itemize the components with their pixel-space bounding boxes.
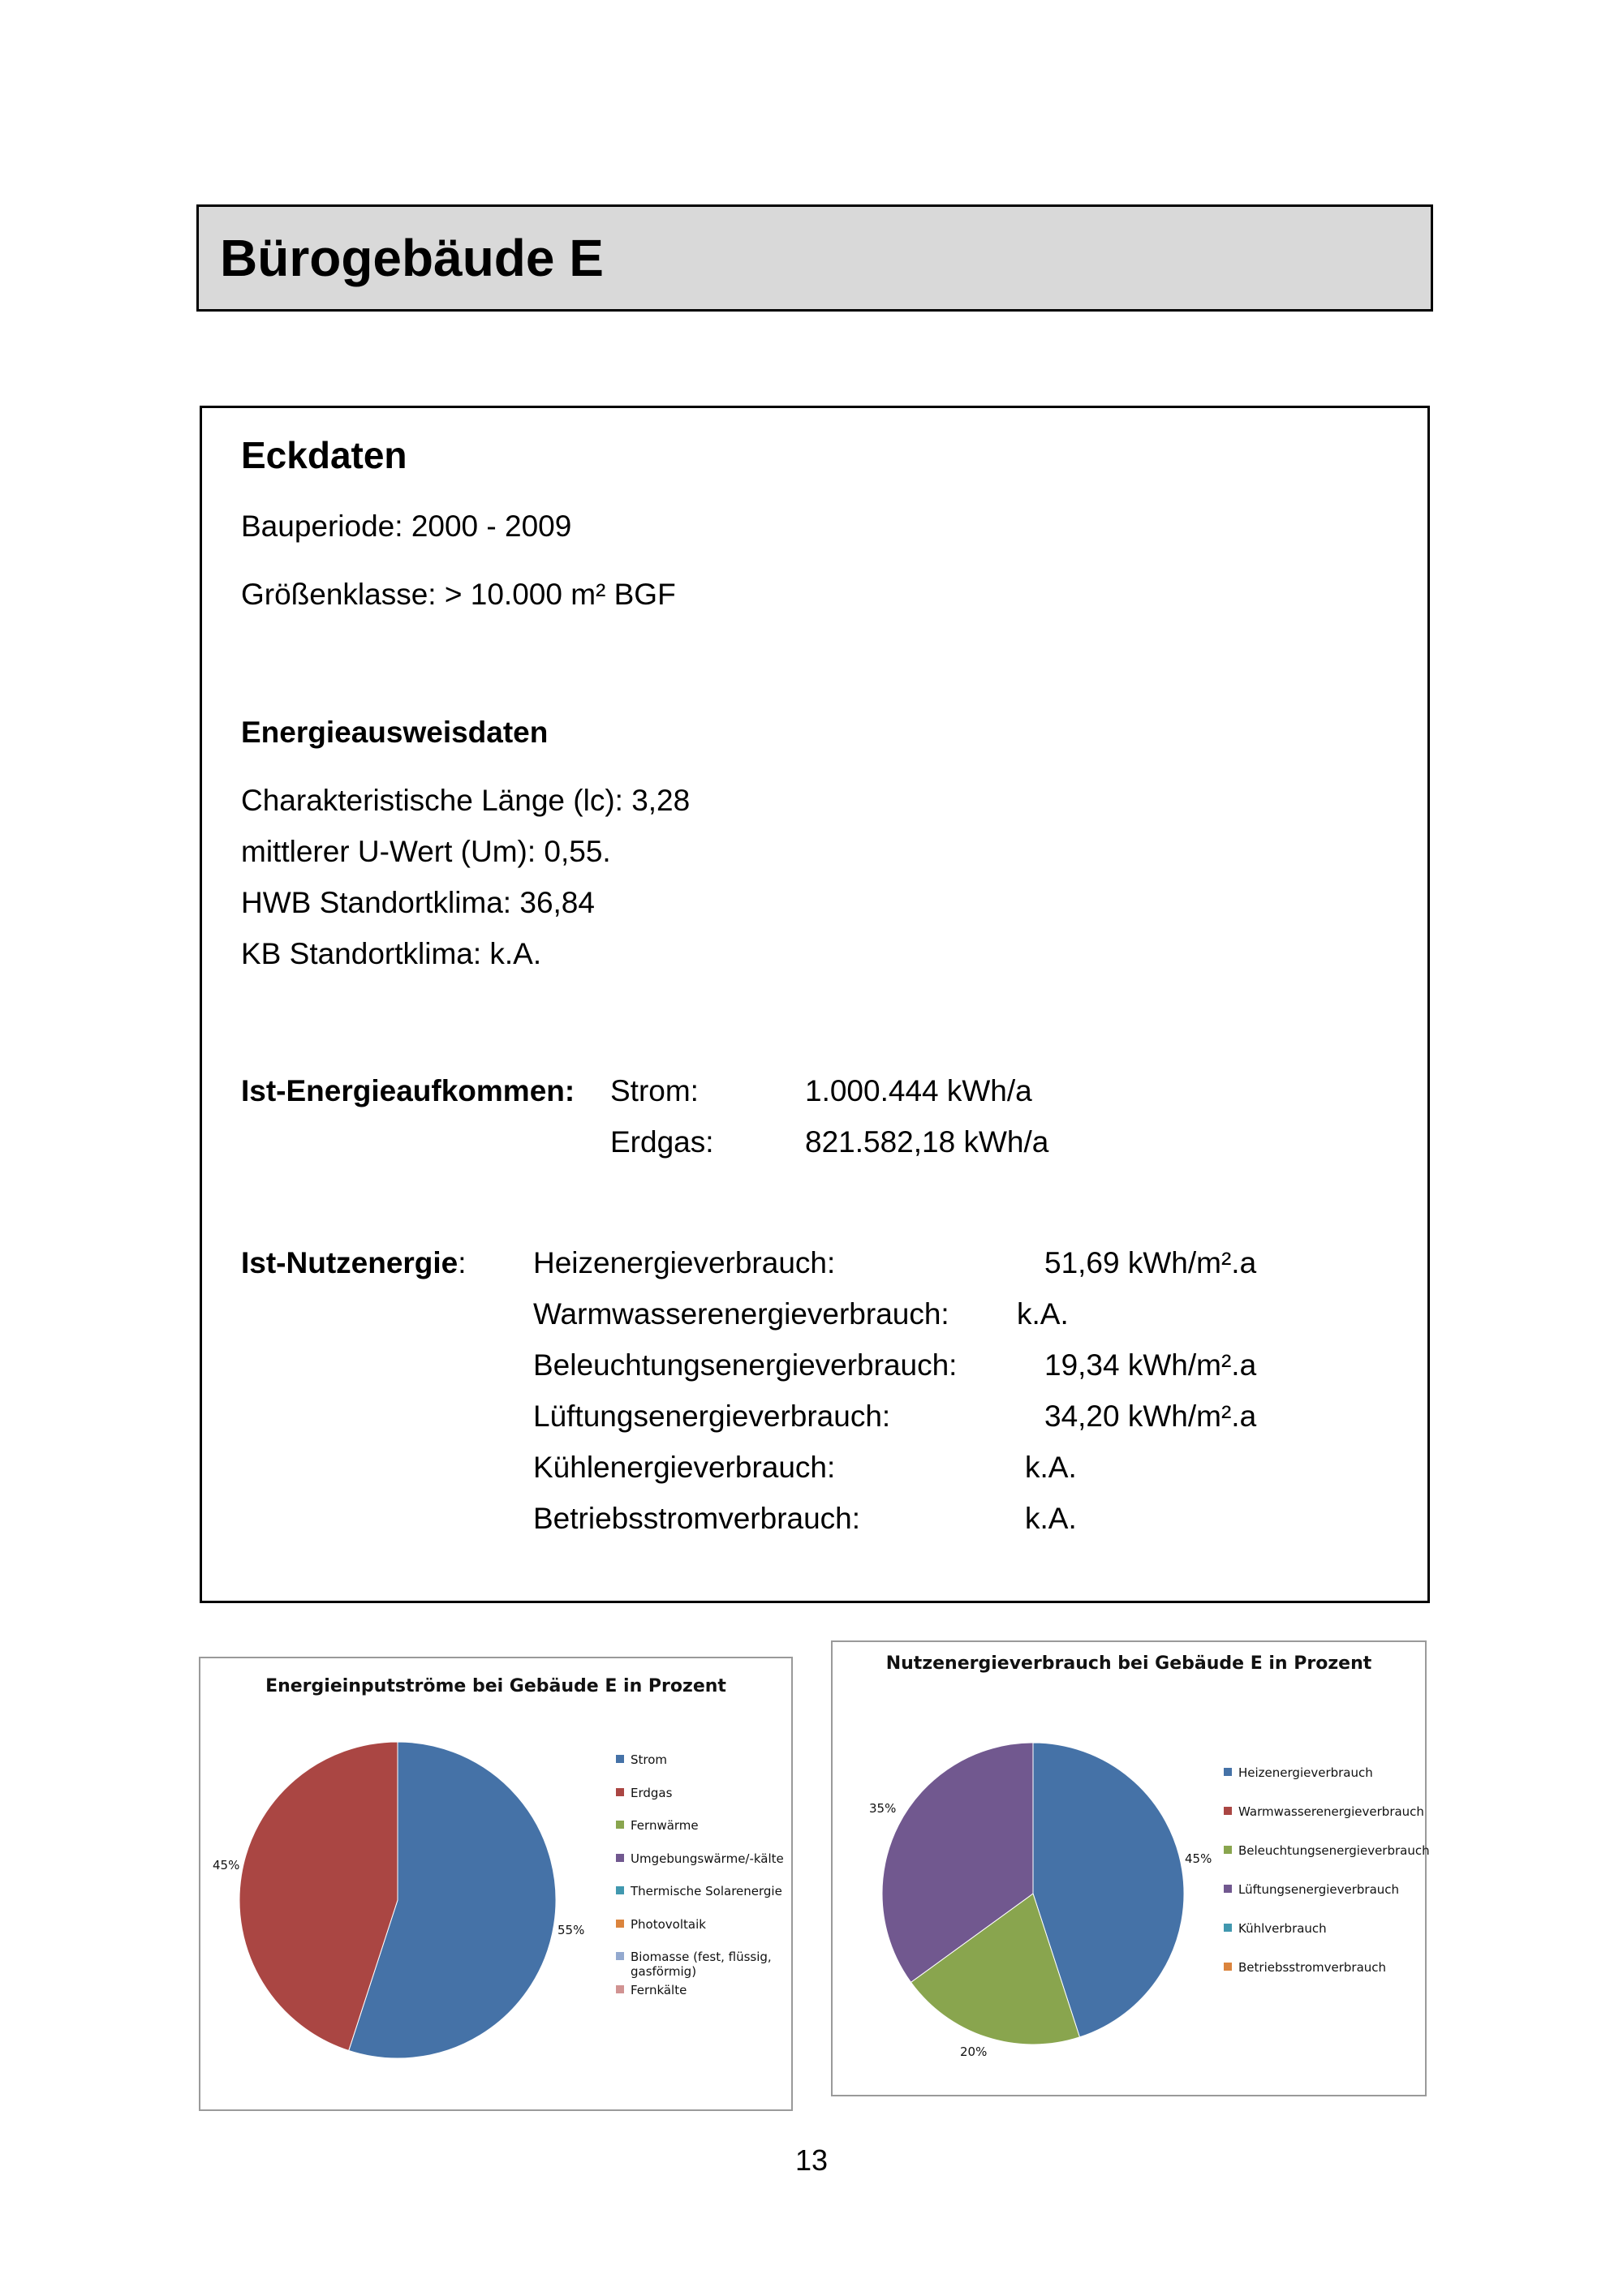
legend-swatch [1224,1924,1232,1932]
lueftung-label: Lüftungsenergieverbrauch: [533,1400,891,1433]
energieinput-chart [199,1657,793,2111]
legend-item-lueftungsenergieverbrauch [1224,1882,1399,1897]
ist-nutzenergie-colon: : [458,1246,467,1279]
erdgas-value: 821.582,18 kWh/a [805,1125,1049,1159]
nutzenergie-chart [831,1640,1430,2096]
legend-label: Strom [631,1752,668,1767]
legend-swatch [1224,1963,1232,1971]
legend-item-photovoltaik [616,1917,706,1932]
slice-label-heizenergie: 45% [1185,1851,1212,1866]
legend-swatch [1224,1885,1232,1893]
legend-swatch [616,1985,624,1993]
legend-item-warmwasserenergieverbrauch [1224,1804,1424,1819]
chart-title: Energieinputströme bei Gebäude E in Prozent [265,1676,726,1696]
legend-label: Warmwasserenergieverbrauch [1238,1804,1424,1819]
page-title: Bürogebäude E [220,229,604,287]
chart-title: Nutzenergieverbrauch bei Gebäude E in Prozent [885,1653,1372,1674]
legend-label: Beleuchtungsenergieverbrauch [1238,1843,1430,1858]
lc-line: Charakteristische Länge (lc): 3,28 [241,784,691,817]
legend-label: Heizenergieverbrauch [1238,1765,1373,1780]
legend-item-erdgas [616,1786,672,1800]
erdgas-label: Erdgas: [610,1125,714,1159]
legend-label: Erdgas [631,1785,673,1800]
groessenklasse-text: Größenklasse: > 10.000 m² BGF [241,578,676,611]
legend-item-thermische-solarenergie [616,1884,782,1898]
hwb-line: HWB Standortklima: 36,84 [241,886,595,919]
legend-item-betriebsstromverbrauch [1224,1960,1386,1975]
legend-swatch [616,1854,624,1862]
legend-swatch [1224,1807,1232,1815]
beleuchtung-value: 19,34 kWh/m².a [1044,1348,1257,1382]
beleuchtung-label: Beleuchtungsenergieverbrauch: [533,1348,958,1382]
kuehlenergie-label: Kühlenergieverbrauch: [533,1451,836,1484]
legend-item-kuehlverbrauch [1224,1921,1327,1936]
ist-nutzenergie-label-line [241,1245,467,1281]
legend-item-strom [616,1752,667,1767]
slice-label-erdgas: 45% [213,1858,240,1872]
legend-label: Betriebsstromverbrauch [1238,1960,1387,1975]
legend-label: Photovoltaik [631,1916,706,1932]
bauperiode-text: Bauperiode: 2000 - 2009 [241,510,572,543]
legend-label: Biomasse (fest, flüssig, gasförmig) [631,1950,772,1979]
heizenergie-label: Heizenergieverbrauch: [533,1246,836,1279]
legend-label: Fernkälte [631,1982,687,1997]
heizenergie-value: 51,69 kWh/m².a [1044,1246,1257,1279]
ist-energieaufkommen-label: Ist-Energieaufkommen: [241,1074,575,1107]
legend-swatch [616,1755,624,1763]
kuehlenergie-value: k.A. [1025,1451,1077,1484]
lueftung-value: 34,20 kWh/m².a [1044,1400,1257,1433]
legend-item-biomasse-fest-fluessig-gasfoermig [616,1950,785,1979]
betriebsstrom-label: Betriebsstromverbrauch: [533,1502,861,1535]
legend-item-fernkaelte [616,1983,687,1997]
legend-label: Lüftungsenergieverbrauch [1238,1882,1400,1897]
slice-label-lueftung: 35% [869,1801,897,1816]
legend-swatch [616,1886,624,1894]
kb-line: KB Standortklima: k.A. [241,937,542,970]
legend-swatch [616,1920,624,1928]
legend-swatch [616,1952,624,1960]
legend-swatch [1224,1846,1232,1854]
legend-swatch [616,1788,624,1796]
legend-label: Umgebungswärme/-kälte [631,1851,784,1866]
legend-label: Thermische Solarenergie [631,1884,782,1898]
legend-label: Kühlverbrauch [1238,1921,1327,1936]
chart-legend [616,1752,790,1996]
um-line: mittlerer U-Wert (Um): 0,55. [241,835,611,868]
legend-label: Fernwärme [631,1818,699,1833]
title-box [196,204,1433,312]
page-number: 13 [794,2143,829,2177]
legend-swatch [1224,1768,1232,1776]
eckdaten-heading: Eckdaten [241,434,407,476]
energieausweis-heading: Energieausweisdaten [241,716,549,749]
legend-item-umgebungswaerme-kaelte [616,1851,784,1866]
legend-item-heizenergieverbrauch [1224,1765,1373,1780]
chart-legend [1224,1765,1430,1993]
ist-nutzenergie-label: Ist-Nutzenergie [241,1246,458,1279]
slice-label-strom: 55% [558,1923,585,1937]
warmwasser-value: k.A. [1017,1297,1069,1331]
legend-item-beleuchtungsenergieverbrauch [1224,1843,1430,1858]
betriebsstrom-value: k.A. [1025,1502,1077,1535]
slice-label-beleuchtung: 20% [960,2044,988,2059]
legend-swatch [616,1821,624,1829]
legend-item-fernwaerme [616,1818,699,1833]
strom-label: Strom: [610,1074,699,1107]
key-data-box [200,406,1430,1603]
strom-value: 1.000.444 kWh/a [805,1074,1032,1107]
warmwasser-label: Warmwasserenergieverbrauch: [533,1297,949,1331]
